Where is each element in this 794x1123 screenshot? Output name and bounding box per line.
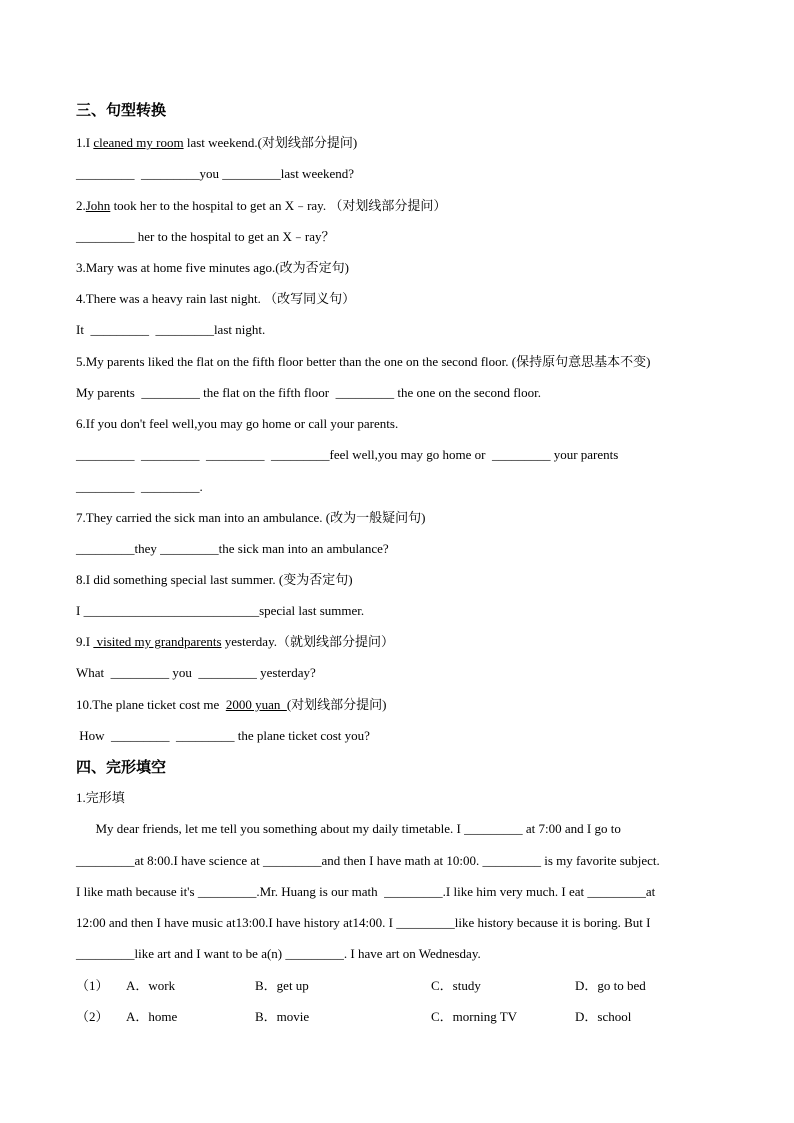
- option-c: C．morning TV: [431, 1009, 518, 1024]
- question-10: [76, 697, 387, 713]
- question-1: [76, 135, 357, 151]
- passage-line: I like math because it's _________.Mr. Huang is our math _________.I like him very much. I eat _________at: [76, 884, 656, 899]
- answer-line-5: My parents _________ the flat on the fifth floor _________ the one on the second floor.: [76, 385, 542, 400]
- q-text: yesterday.（就划线部分提问）: [221, 634, 394, 649]
- option-b: B．movie: [255, 1009, 310, 1024]
- q-text: took her to the hospital to get an X﹣ray. （对划线部分提问）: [110, 198, 447, 213]
- passage-line: _________at 8:00.I have science at _________and then I have math at 10:00. _________ is my favorite subject.: [76, 853, 660, 868]
- question-7: 7.They carried the sick man into an ambulance. (改为一般疑问句): [76, 510, 426, 525]
- option-c: C．study: [431, 978, 481, 993]
- question-8: 8.I did something special last summer. (变为否定句): [76, 572, 353, 587]
- option-a: A．work: [126, 978, 176, 993]
- answer-line-7: _________they _________the sick man into an ambulance?: [76, 541, 389, 556]
- q-text: 10.The plane ticket cost me: [76, 697, 226, 712]
- question-5: 5.My parents liked the flat on the fifth floor better than the one on the second floor. (保持原句意思基本不变): [76, 354, 651, 369]
- sub-heading: 1.完形填: [76, 790, 125, 805]
- section-heading: 四、完形填空: [76, 758, 167, 776]
- passage-line: 12:00 and then I have music at13:00.I have history at14:00. I _________like history because it is boring. But I: [76, 915, 651, 930]
- answer-line-9: What _________ you _________ yesterday?: [76, 665, 316, 680]
- option-d: D．go to bed: [575, 978, 646, 993]
- passage-line: _________like art and I want to be a(n) _________. I have art on Wednesday.: [76, 946, 481, 961]
- q-text: (对划线部分提问): [286, 697, 387, 712]
- q-text: 2.: [76, 198, 86, 213]
- passage-line: My dear friends, let me tell you something about my daily timetable. I _________ at 7:00 and I go to: [76, 821, 621, 836]
- question-4: 4.There was a heavy rain last night. （改写同义句）: [76, 291, 356, 306]
- q-text: 9.I: [76, 634, 94, 649]
- q-text: last weekend.(对划线部分提问): [183, 135, 358, 150]
- q-underlined: cleaned my room: [93, 135, 184, 150]
- answer-line-4: It _________ _________last night.: [76, 322, 266, 337]
- answer-line-1: _________ _________you _________last weekend?: [76, 166, 355, 181]
- q-underlined: visited my grandparents: [93, 634, 222, 649]
- q-underlined: 2000 yuan: [225, 697, 287, 712]
- answer-line-10: How _________ _________ the plane ticket cost you?: [76, 728, 370, 743]
- question-2: [76, 198, 446, 214]
- question-9: [76, 634, 394, 650]
- option-a: A．home: [126, 1009, 178, 1024]
- answer-line-8: I ___________________________special last summer.: [76, 603, 365, 618]
- question-3: 3.Mary was at home five minutes ago.(改为否定句): [76, 260, 349, 275]
- option-number: （1）: [76, 978, 109, 993]
- option-d: D．school: [575, 1009, 632, 1024]
- q-underlined: John: [85, 198, 111, 213]
- answer-line-2: _________ her to the hospital to get an X﹣ray？: [76, 229, 335, 244]
- section-heading: 三、句型转换: [76, 101, 167, 119]
- question-6: 6.If you don't feel well,you may go home or call your parents.: [76, 416, 399, 431]
- q-text: 1.I: [76, 135, 94, 150]
- option-b: B．get up: [255, 978, 309, 993]
- answer-line-6a: _________ _________ _________ _________feel well,you may go home or _________ your parents: [76, 447, 619, 462]
- option-number: （2）: [76, 1009, 109, 1024]
- answer-line-6b: _________ _________.: [76, 479, 203, 494]
